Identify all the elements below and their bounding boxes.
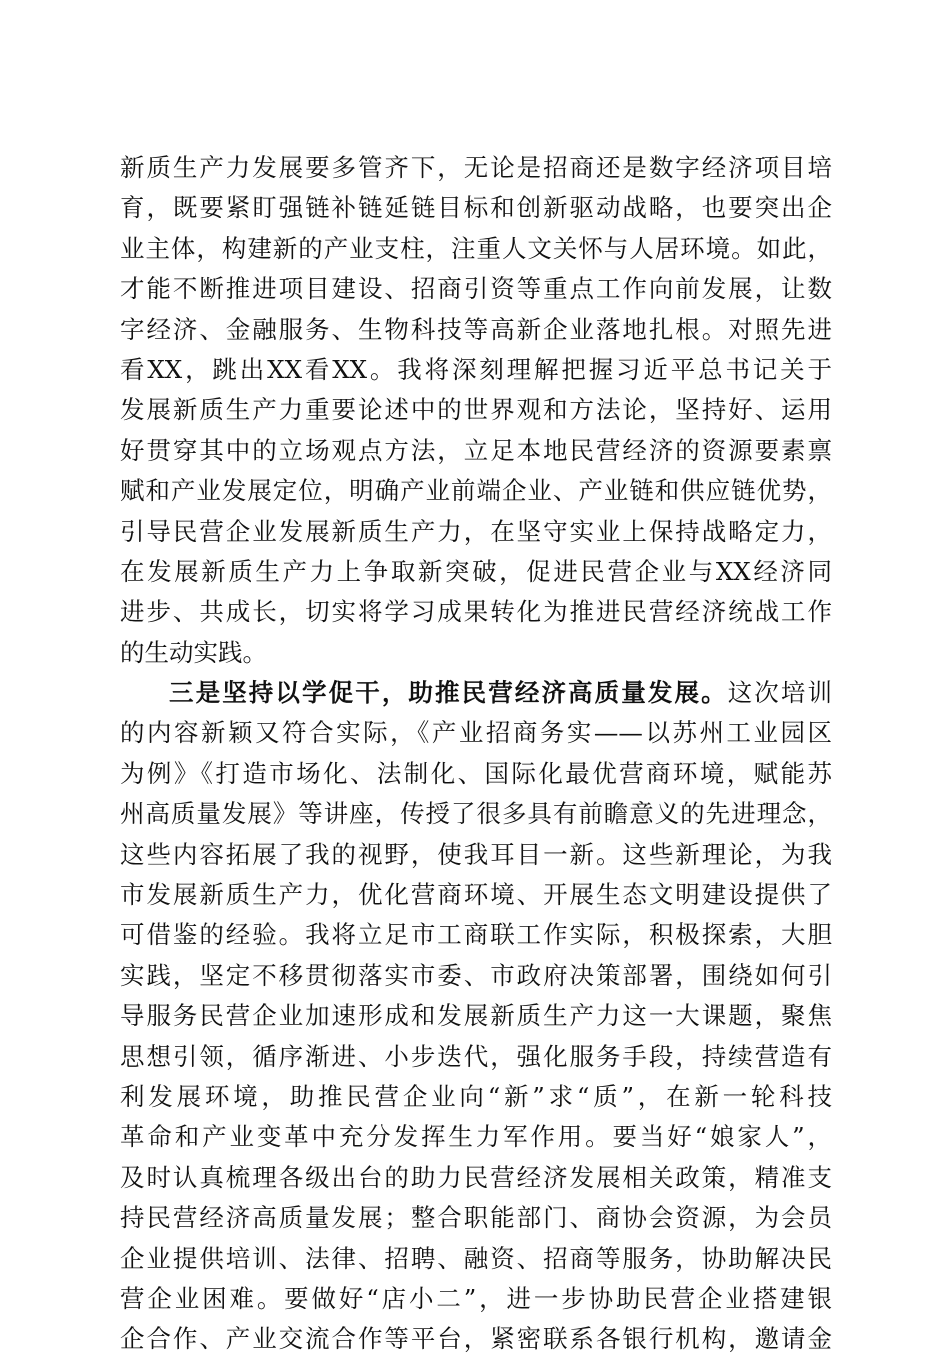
paragraph-line: 字经济、金融服务、生物科技等高新企业落地扎根。对照先进 <box>120 314 832 344</box>
paragraph-1 <box>120 148 832 673</box>
paragraph-line: 营企业困难。要做好“店小二”，进一步协助民营企业搭建银 <box>120 1283 832 1313</box>
paragraph-first-line <box>120 673 832 713</box>
paragraph-line: 引导民营企业发展新质生产力，在坚守实业上保持战略定力， <box>120 516 832 546</box>
paragraph-line: 及时认真梳理各级出台的助力民营经济发展相关政策，精准支 <box>120 1162 832 1192</box>
paragraph-line: 可借鉴的经验。我将立足市工商联工作实际，积极探索，大胆 <box>120 920 832 950</box>
paragraph-line: 这些内容拓展了我的视野，使我耳目一新。这些新理论，为我 <box>120 839 832 869</box>
document-body <box>120 148 832 1360</box>
paragraph-line: 新质生产力发展要多管齐下，无论是招商还是数字经济项目培 <box>120 153 832 182</box>
section-heading: 三是坚持以学促干，助推民营经济高质量发展。 <box>169 678 728 708</box>
paragraph-line: 市发展新质生产力，优化营商环境、开展生态文明建设提供了 <box>120 880 832 910</box>
paragraph-line: 进步、共成长，切实将学习成果转化为推进民营经济统战工作 <box>120 597 832 627</box>
paragraph-line: 实践，坚定不移贯彻落实市委、市政府决策部署，围绕如何引 <box>120 960 832 990</box>
paragraph-line: 革命和产业变革中充分发挥生力军作用。要当好“娘家人”， <box>120 1122 832 1152</box>
paragraph-line: 利发展环境，助推民营企业向“新”求“质”，在新一轮科技 <box>120 1081 832 1111</box>
paragraph-line: 为例》《打造市场化、法制化、国际化最优营商环境，赋能苏 <box>120 758 832 788</box>
paragraph-2 <box>120 673 832 1360</box>
paragraph-line: 才能不断推进项目建设、招商引资等重点工作向前发展，让数 <box>120 274 832 304</box>
paragraph-line: 好贯穿其中的立场观点方法，立足本地民营经济的资源要素禀 <box>120 435 832 465</box>
paragraph-line: 企业提供培训、法律、招聘、融资、招商等服务，协助解决民 <box>120 1243 832 1273</box>
paragraph-line: 赋和产业发展定位，明确产业前端企业、产业链和供应链优势， <box>120 476 832 506</box>
paragraph-line: 企合作、产业交流合作等平台，紧密联系各银行机构，邀请金 <box>120 1324 832 1354</box>
paragraph-line: 业主体，构建新的产业支柱，注重人文关怀与人居环境。如此， <box>120 233 832 263</box>
paragraph-line: 的生动实践。 <box>120 637 267 667</box>
paragraph-line: 发展新质生产力重要论述中的世界观和方法论，坚持好、运用 <box>120 395 832 425</box>
paragraph-line: 导服务民营企业加速形成和发展新质生产力这一大课题，聚焦 <box>120 1001 832 1031</box>
paragraph-line: 持民营经济高质量发展；整合职能部门、商协会资源，为会员 <box>120 1203 832 1233</box>
paragraph-line: 州高质量发展》等讲座，传授了很多具有前瞻意义的先进理念， <box>120 799 832 829</box>
paragraph-line: 思想引领，循序渐进、小步迭代，强化服务手段，持续营造有 <box>120 1041 832 1071</box>
paragraph-line: 育，既要紧盯强链补链延链目标和创新驱动战略，也要突出企 <box>120 193 832 223</box>
paragraph-line: 的内容新颖又符合实际，《产业招商务实——以苏州工业园区 <box>120 718 832 748</box>
paragraph-line: 在发展新质生产力上争取新突破，促进民营企业与XX经济同 <box>120 556 832 586</box>
heading-trailing-text: 这次培训 <box>727 678 832 708</box>
paragraph-line: 看XX，跳出XX看XX。我将深刻理解把握习近平总书记关于 <box>120 354 832 384</box>
